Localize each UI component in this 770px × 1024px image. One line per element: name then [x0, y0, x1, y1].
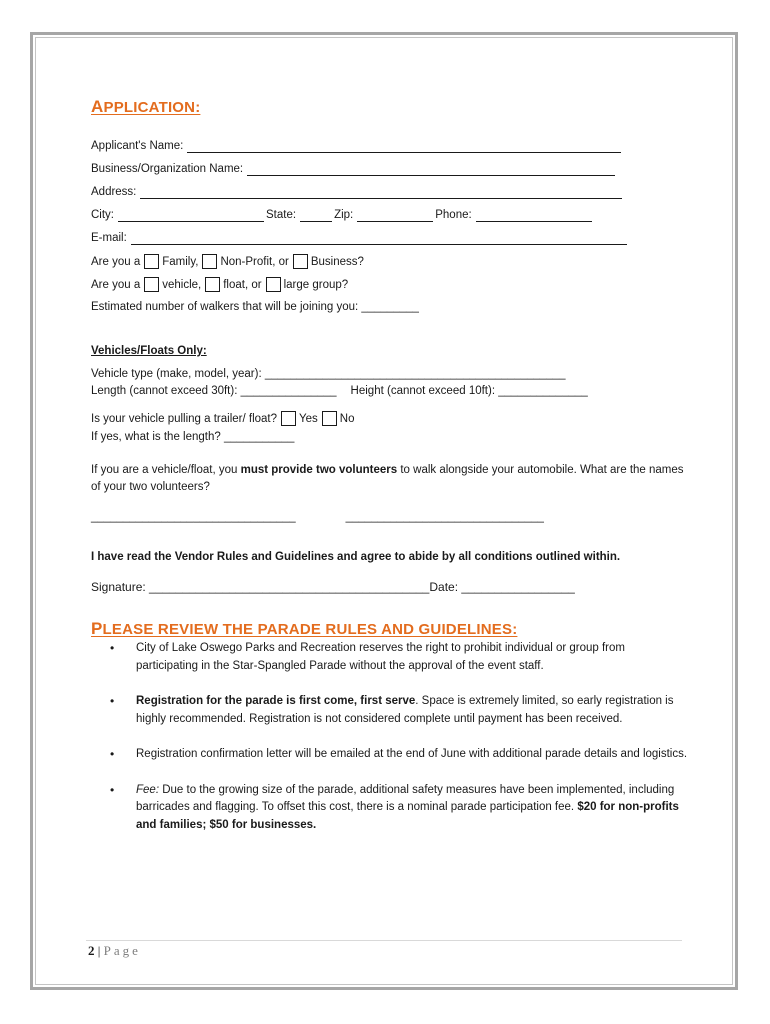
business-name-label: Business/Organization Name: [91, 163, 244, 175]
rule-item-4-italic: Fee: [136, 783, 160, 796]
business-checkbox[interactable] [293, 254, 308, 269]
city-state-zip-phone-row [91, 208, 594, 222]
rules-heading-rest: LEASE REVIEW THE PARADE RULES AND GUIDELINES: [102, 621, 518, 638]
length-label: Length (cannot exceed 30ft): [91, 385, 238, 397]
non-profit-checkbox[interactable] [202, 254, 217, 269]
rule-item-3 [108, 746, 688, 764]
rules-heading-initial: P [91, 619, 103, 638]
signature-row [91, 580, 575, 594]
float-label: float, or [223, 279, 262, 291]
bullet-icon: • [110, 782, 115, 797]
applicant-name-label: Applicant's Name: [91, 140, 184, 152]
email-field[interactable] [131, 232, 627, 245]
large-group-label: large group? [283, 279, 349, 291]
footer-separator: | [94, 943, 104, 958]
vehicle-type-row [91, 367, 565, 381]
vehicle-type-label: Vehicle type (make, model, year): [91, 368, 262, 380]
zip-field[interactable] [357, 209, 433, 222]
page-footer [88, 943, 141, 959]
trailer-yes-checkbox[interactable] [281, 411, 296, 426]
vehicles-subheading: Vehicles/Floats Only: [91, 345, 207, 357]
rule-item-1-text: City of Lake Oswego Parks and Recreation reserves the right to prohibit individual or group from participating in the Star-Spangled Parade without the approval of the event staff. [136, 642, 625, 672]
rule-item-3-text: Registration confirmation letter will be emailed at the end of June with additional parade details and logistics. [136, 748, 688, 760]
page-number: 2 [88, 943, 95, 958]
trailer-length-field[interactable]: ___________ [223, 431, 295, 443]
applicant-type-row [91, 254, 364, 269]
applicant-name-row [91, 139, 623, 153]
phone-field[interactable] [476, 209, 592, 222]
walkers-label: Estimated number of walkers that will be joining you: [91, 301, 359, 313]
family-label: Family, [162, 256, 199, 268]
height-field[interactable]: ______________ [498, 385, 588, 397]
walkers-row [91, 300, 419, 314]
business-name-row [91, 162, 617, 176]
volunteer-fields-row [91, 510, 544, 524]
walkers-field[interactable]: _________ [361, 301, 419, 313]
state-field[interactable] [300, 209, 332, 222]
email-label: E-mail: [91, 232, 127, 244]
bullet-icon: • [110, 747, 115, 761]
city-field[interactable] [118, 209, 264, 222]
bullet-icon: • [110, 641, 115, 655]
trailer-no-checkbox[interactable] [322, 411, 337, 426]
rule-item-4-text: Due to the growing size of the parade, additional safety measures have been implemented, including barricades and flagging. To offset this cost, there is a nominal parade participation fee. [136, 783, 675, 813]
application-heading [91, 97, 200, 117]
height-label: Height (cannot exceed 10ft): [350, 385, 496, 397]
are-you-a-label: Are you a [91, 256, 141, 268]
email-row [91, 231, 629, 245]
zip-label: Zip: [334, 209, 354, 221]
trailer-length-row [91, 430, 294, 444]
length-field[interactable]: _______________ [240, 385, 337, 397]
rule-item-2-text: . Space is extremely limited, so early registration is highly recommended. Registration is not considered complete until payment has been received. [136, 695, 674, 725]
entry-type-row [91, 277, 348, 292]
business-name-field[interactable] [247, 163, 615, 176]
application-heading-initial: A [91, 97, 104, 116]
rules-heading [91, 619, 517, 639]
rule-item-1 [108, 640, 688, 675]
volunteer-instructions [91, 462, 691, 496]
vehicle-type-field[interactable]: _______________________________________________ [264, 368, 566, 380]
address-field[interactable] [140, 186, 622, 199]
city-label: City: [91, 209, 114, 221]
trailer-length-label: If yes, what is the length? [91, 431, 221, 443]
date-field[interactable]: _________________ [461, 580, 575, 594]
rule-item-4 [108, 782, 688, 835]
family-checkbox[interactable] [144, 254, 159, 269]
rule-item-4-bold: $20 for non-profits and families; $50 for businesses. [136, 801, 679, 831]
length-height-row [91, 384, 588, 398]
volunteer-2-field[interactable]: _______________________________ [345, 511, 544, 523]
bullet-icon: • [110, 694, 115, 708]
float-checkbox[interactable] [205, 277, 220, 292]
vehicle-label: vehicle, [162, 279, 202, 291]
volunteer-text-start: If you are a vehicle/float, you [91, 464, 241, 476]
large-group-checkbox[interactable] [266, 277, 281, 292]
non-profit-label: Non-Profit, or [220, 256, 289, 268]
footer-divider [86, 940, 682, 941]
trailer-question: Is your vehicle pulling a trailer/ float? [91, 413, 278, 425]
trailer-no-label: No [339, 413, 355, 425]
rules-list [108, 640, 688, 834]
trailer-yes-label: Yes [299, 413, 318, 425]
volunteer-1-field[interactable]: ________________________________ [91, 511, 296, 523]
application-heading-rest: PPLICATION: [103, 99, 201, 116]
trailer-row [91, 411, 354, 426]
address-row [91, 185, 624, 199]
page-word: Page [103, 943, 141, 958]
signature-field[interactable]: __________________________________________ [149, 580, 430, 594]
vehicle-checkbox[interactable] [144, 277, 159, 292]
business-label: Business? [310, 256, 364, 268]
state-label: State: [266, 209, 297, 221]
rule-item-2 [108, 693, 688, 728]
signature-label: Signature: [91, 580, 146, 594]
rule-item-2-bold: Registration for the parade is first come, first serve [136, 695, 416, 707]
volunteer-text-bold: must provide two volunteers [240, 464, 398, 476]
agreement-statement: I have read the Vendor Rules and Guidelines and agree to abide by all conditions outlined within. [91, 551, 621, 563]
volunteer-text-end: to walk alongside your automobile. What are the names of your two volunteers? [91, 464, 684, 493]
are-you-a-label-2: Are you a [91, 279, 141, 291]
phone-label: Phone: [435, 209, 472, 221]
date-label: Date: [429, 580, 459, 594]
applicant-name-field[interactable] [187, 140, 621, 153]
address-label: Address: [91, 186, 137, 198]
